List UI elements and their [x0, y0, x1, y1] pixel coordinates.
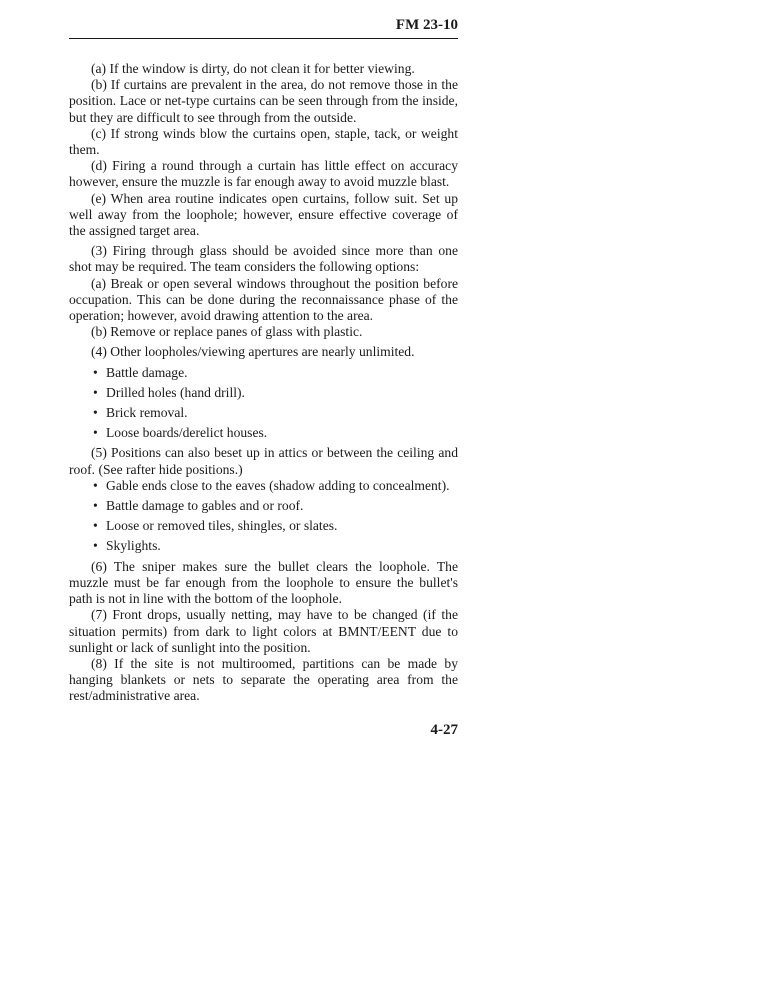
list-item: [69, 425, 458, 441]
page-header: [69, 17, 458, 39]
page-body: [69, 61, 458, 709]
list-item-text: Battle damage.: [106, 364, 188, 380]
list-item: [69, 518, 458, 534]
page-number: 4-27: [430, 722, 458, 738]
list-item-text: Loose boards/derelict houses.: [106, 425, 268, 441]
paragraph-8: (8) If the site is not multiroomed, partitions can be made by hanging blankets or nets to separate the operating area from the rest/administrative area.: [69, 655, 458, 704]
paragraph-4: (4) Other loopholes/viewing apertures are nearly unlimited.: [91, 344, 415, 360]
paragraph-2b: (b) If curtains are prevalent in the area, do not remove those in the position. Lace or net-type curtains can be seen through from the inside, but they are difficult to see through from the outside.: [69, 77, 458, 125]
list-item: [69, 365, 458, 381]
paragraph-2c: (c) If strong winds blow the curtains open, staple, tack, or weight them.: [69, 125, 458, 158]
bullet-icon: •: [93, 538, 98, 554]
list-item-text: Brick removal.: [106, 405, 188, 421]
manual-title: FM 23-10: [395, 17, 458, 33]
bullet-icon: •: [93, 405, 98, 421]
list-item-text: Gable ends close to the eaves (shadow adding to concealment).: [106, 477, 450, 493]
bullet-icon: •: [93, 477, 98, 493]
paragraph-7: (7) Front drops, usually netting, may have to be changed (if the situation permits) from dark to light colors at BMNT/EENT due to sunlight or lack of sunlight into the position.: [69, 607, 458, 655]
paragraph-2a: (a) If the window is dirty, do not clean it for better viewing.: [91, 61, 415, 76]
attic-position-list: [69, 478, 458, 555]
list-item-text: Battle damage to gables and or roof.: [106, 498, 304, 514]
header-rule: [69, 38, 458, 39]
list-item: [69, 538, 458, 554]
paragraph-3: (3) Firing through glass should be avoided since more than one shot may be required. The team considers the following options:: [69, 243, 458, 275]
bullet-icon: •: [93, 425, 98, 441]
bullet-icon: •: [93, 498, 98, 514]
paragraph-2e: (e) When area routine indicates open curtains, follow suit. Set up well away from the loophole; however, ensure effective coverage of the assigned target area.: [69, 190, 458, 239]
list-item-text: Loose or removed tiles, shingles, or slates.: [106, 518, 338, 534]
paragraph-2d: (d) Firing a round through a curtain has little effect on accuracy however, ensure the muzzle is far enough away to avoid muzzle blast.: [69, 158, 458, 190]
paragraph-6: (6) The sniper makes sure the bullet clears the loophole. The muzzle must be far enough from the loophole to ensure the bullet's path is not in line with the bottom of the loophole.: [69, 558, 458, 607]
list-item-text: Skylights.: [106, 538, 161, 554]
list-item-text: Drilled holes (hand drill).: [106, 384, 245, 400]
paragraph-5: (5) Positions can also beset up in attics or between the ceiling and roof. (See rafter hide positions.): [69, 445, 458, 477]
paragraph-3b: (b) Remove or replace panes of glass with plastic.: [91, 324, 363, 340]
loophole-list: [69, 365, 458, 442]
list-item: [69, 478, 458, 494]
bullet-icon: •: [93, 364, 98, 380]
paragraph-3a: (a) Break or open several windows throughout the position before occupation. This can be done during the reconnaissance phase of the operation; however, avoid drawing attention to the area.: [69, 275, 458, 324]
list-item: [69, 405, 458, 421]
bullet-icon: •: [93, 384, 98, 400]
list-item: [69, 498, 458, 514]
bullet-icon: •: [93, 518, 98, 534]
list-item: [69, 385, 458, 401]
